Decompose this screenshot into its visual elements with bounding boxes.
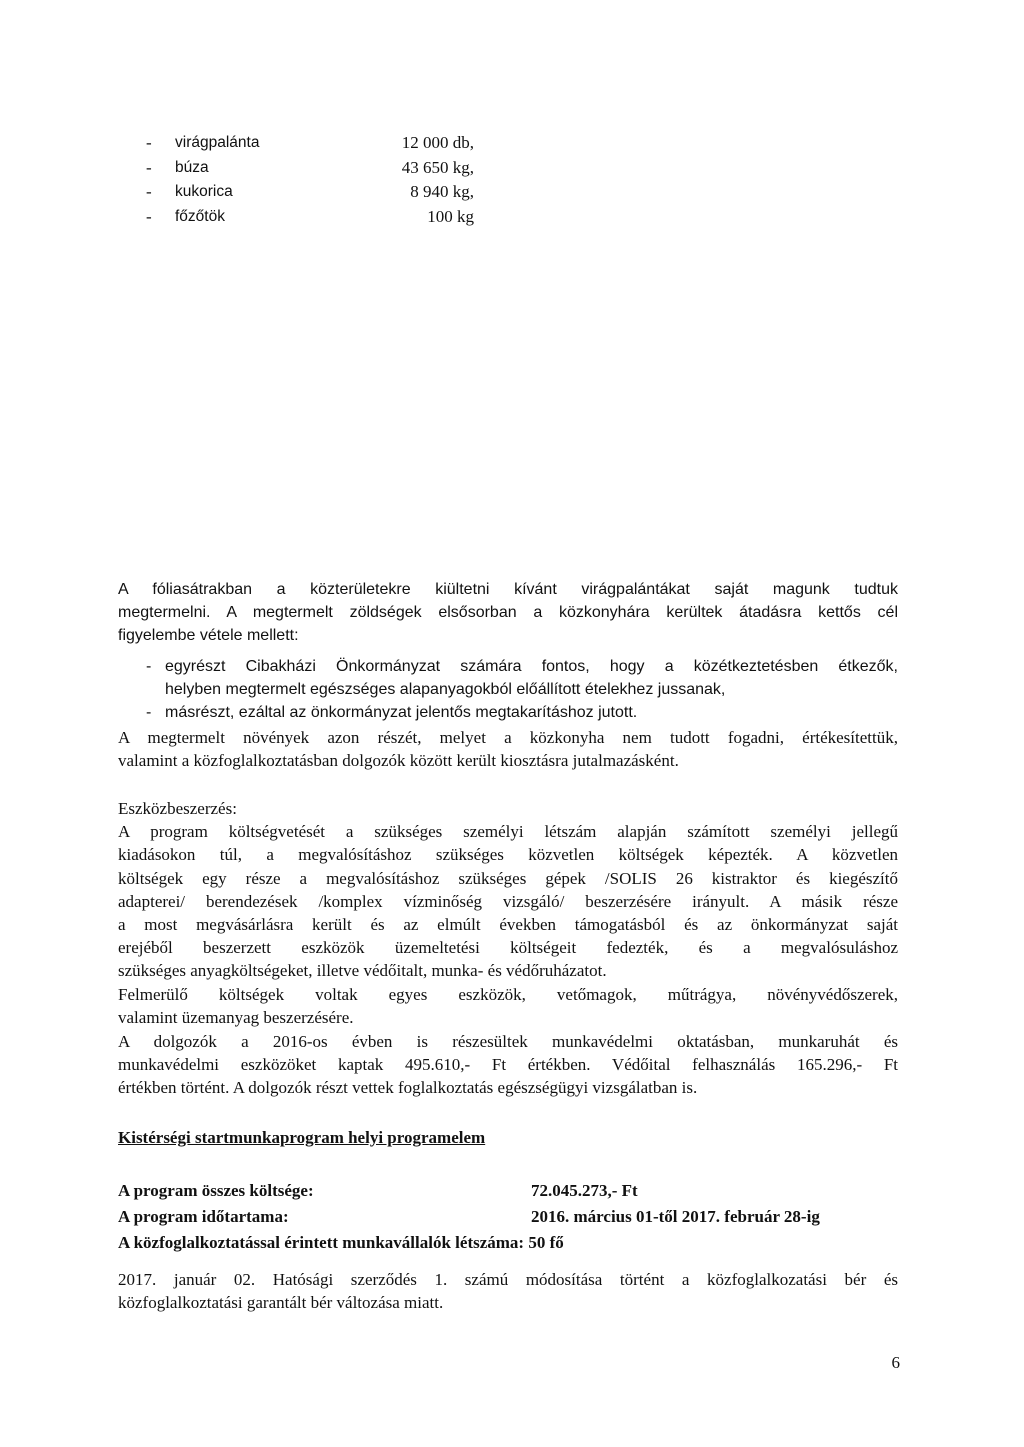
text-line: egyrészt Cibakházi Önkormányzat számára fontos, hogy a közétkeztetésben étkezők, [165, 658, 898, 675]
product-name: kukorica [175, 183, 233, 200]
text-line: a most megvásárlásra került és az elmúlt években támogatásból és az önkormányzat saját [118, 915, 898, 935]
list-item [118, 156, 518, 181]
product-quantity: 100 kg [427, 206, 474, 226]
text-line: A program költségvetését a szükséges személyi létszám alapján számított személyi jellegű [118, 822, 898, 842]
paragraph-felmerulo-koltsegek [118, 983, 898, 1029]
text-line: helyben megtermelt egészséges alapanyagokból előállított ételekhez jussanak, [165, 681, 726, 699]
list-item [118, 701, 898, 724]
list-dash: - [146, 157, 152, 177]
text-line: szükséges anyagköltségeket, illetve védőitalt, munka- és védőruházatot. [118, 961, 607, 981]
section-title: Kistérségi startmunkaprogram helyi programelem [118, 1128, 486, 1147]
paragraph-eszkozbeszerzes [118, 797, 898, 983]
fact-row-duration [118, 1204, 908, 1230]
text-line: figyelembe vétele mellett: [118, 627, 299, 645]
list-dash: - [146, 182, 152, 201]
fact-row-cost [118, 1178, 908, 1204]
list-dash: - [146, 658, 152, 675]
fact-row-workers [118, 1230, 908, 1256]
product-name: virágpalánta [175, 134, 260, 151]
fact-label: A közfoglalkoztatással érintett munkavállalók létszáma: 50 fő [118, 1233, 564, 1252]
text-line: közfoglalkoztatási garantált bér változása miatt. [118, 1293, 444, 1313]
product-name: főzőtök [175, 207, 225, 225]
text-line: valamint üzemanyag beszerzésére. [118, 1008, 354, 1028]
text-line: értékben történt. A dolgozók részt vettek foglalkoztatás egészségügyi vizsgálatban is. [118, 1078, 698, 1098]
text-line: költségek egy része a megvalósításhoz szükséges gépek /SOLIS 26 kistraktor és kiegészítő [118, 868, 898, 888]
paragraph-munkavedelem [118, 1030, 898, 1100]
text-line: A dolgozók a 2016-os évben is részesültek munkavédelmi oktatásban, munkaruhát és [118, 1032, 898, 1051]
fact-label: A program időtartama: [118, 1207, 289, 1226]
text-line: erejéből beszerzett eszközök üzemeltetési költségeit fedezték, és a megvalósuláshoz [118, 938, 898, 958]
text-line: munkavédelmi eszközöket kaptak 495.610,- Ft értékben. Védőital felhasználás 165.296,- Ft [118, 1055, 898, 1075]
product-name: búza [175, 158, 209, 176]
list-item [118, 180, 518, 205]
subheading: Eszközbeszerzés: [118, 799, 237, 818]
text-line: adapterei/ berendezések /komplex vízminőség vizsgáló/ beszerzésére irányult. A másik része [118, 891, 898, 911]
product-quantity: 12 000 db, [401, 133, 474, 152]
list-item [118, 131, 518, 156]
text-line: Felmerülő költségek voltak egyes eszközök, vetőmagok, műtrágya, növényvédőszerek, [118, 985, 898, 1004]
text-line: A fóliasátrakban a közterületekre kiültetni kívánt virágpalántákat saját magunk tudtuk [118, 581, 898, 598]
list-dash: - [146, 133, 152, 152]
text-line: másrészt, ezáltal az önkormányzat jelentős megtakarításhoz jutott. [165, 704, 638, 722]
text-line: megtermelni. A megtermelt zöldségek elsősorban a közkonyhára kerültek átadásra kettős cél [118, 604, 898, 622]
paragraph-szerzodes-modositas [118, 1268, 898, 1314]
list-item [118, 205, 518, 230]
page-number: 6 [891, 1353, 900, 1372]
program-facts [118, 1178, 908, 1256]
fact-label: A program összes költsége: [118, 1181, 314, 1200]
fact-value: 2016. március 01-től 2017. február 28-ig [531, 1207, 820, 1226]
list-dash: - [146, 704, 152, 722]
paragraph-ertekesites [118, 726, 898, 772]
product-quantity: 8 940 kg, [410, 182, 474, 201]
fact-value: 72.045.273,- Ft [531, 1181, 638, 1200]
product-quantity: 43 650 kg, [401, 157, 474, 177]
text-line: 2017. január 02. Hatósági szerződés 1. számú módosítása történt a közfoglalkozatási bér és [118, 1270, 898, 1289]
text-line: valamint a közfoglalkoztatásban dolgozók között került kiosztásra jutalmazásként. [118, 751, 679, 771]
text-line: A megtermelt növények azon részét, melyet a közkonyha nem tudott fogadni, értékesítettük, [118, 728, 898, 747]
list-dash: - [146, 206, 152, 226]
production-list [118, 131, 518, 229]
paragraph-foliasator [118, 578, 898, 648]
text-line: kiadásokon túl, a megvalósításhoz szükséges közvetlen költségek képezték. A közvetlen [118, 845, 898, 865]
bullet-list [118, 655, 898, 725]
list-item [118, 655, 898, 701]
